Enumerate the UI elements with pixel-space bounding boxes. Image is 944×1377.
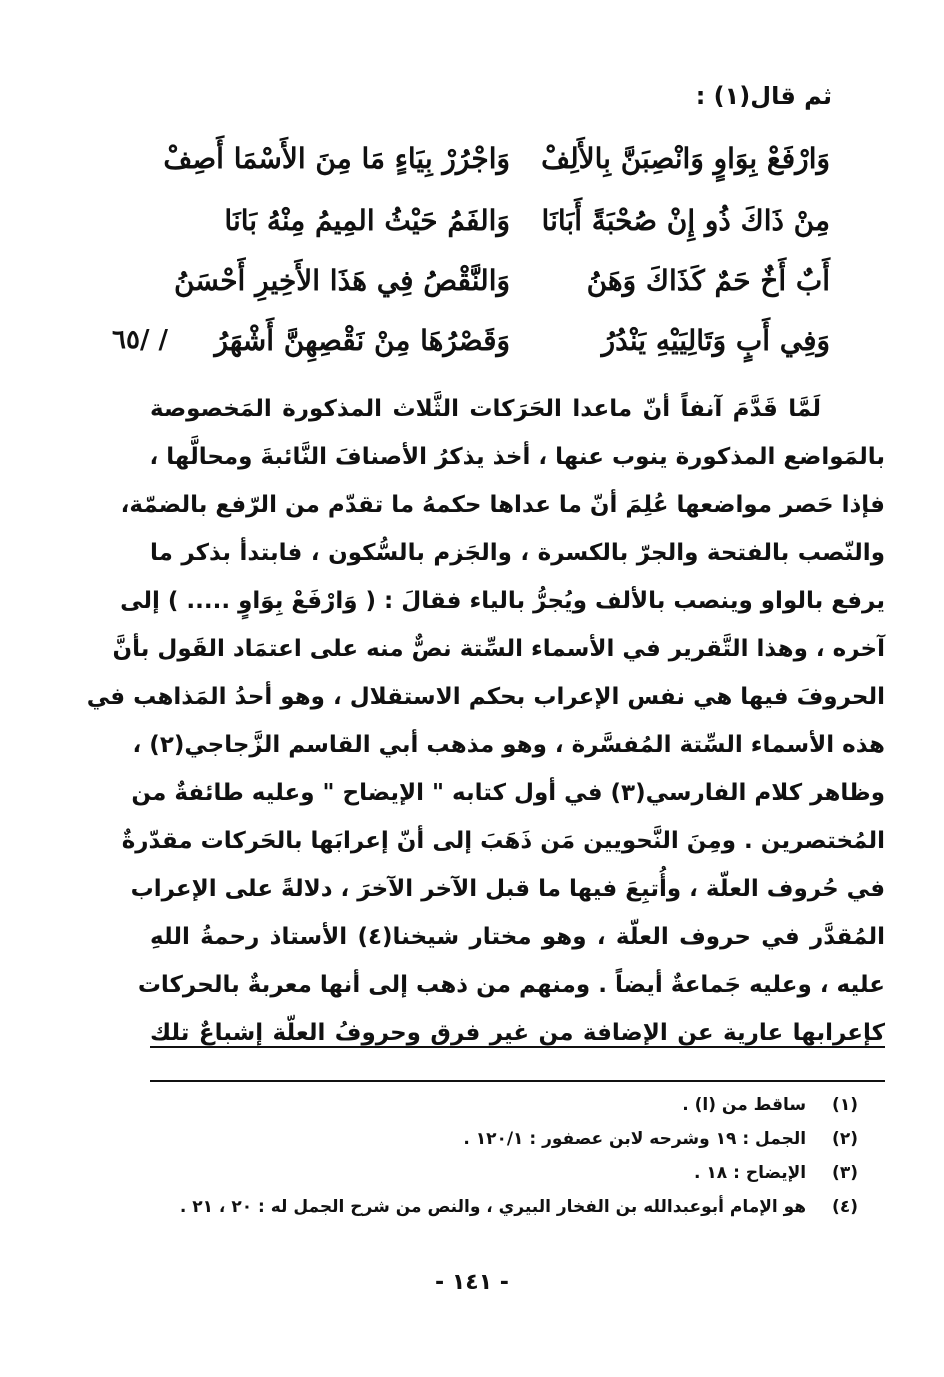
verse-first-hemistich: وَارْفَعْ بِوَاوٍ وَانْصِبَنَّ بِالأَلِفْ xyxy=(541,142,830,175)
footnote xyxy=(138,1088,858,1122)
manuscript-page-marker: ٦٥/ / xyxy=(112,325,168,355)
verse-second-hemistich: وَالفَمُ حَيْثُ المِيمُ مِنْهُ بَانَا xyxy=(224,204,510,237)
footnote xyxy=(138,1156,858,1190)
footnote-separator xyxy=(150,1080,885,1082)
footnote-text: هو الإمام أبوعبدالله بن الفخار البيري ، والنص من شرح الجمل له : ٢٠ ، ٢١ . xyxy=(179,1197,807,1217)
text-line: والنّصب بالفتحة والجرّ بالكسرة ، والجَزم بالسُّكون ، فابتدأ بذكر ما xyxy=(150,540,885,566)
verse-first-hemistich: وَفِي أَبٍ وَتَالِيَيْهِ يَنْدُرُ xyxy=(601,324,830,357)
footnote xyxy=(138,1190,858,1224)
footnote-number: (٣) xyxy=(832,1163,858,1183)
footnote-number: (٤) xyxy=(832,1197,858,1217)
verse-second-hemistich: وَالنَّقْصُ فِي هَذَا الأَخِيرِ أَحْسَنُ xyxy=(173,264,510,297)
text-line: كإعرابها عارية عن الإضافة من غير فرق وحروفُ العلّة إشباعٌ تلك xyxy=(150,1020,885,1046)
verse-line xyxy=(150,142,830,192)
verse-second-hemistich: وَاجْرُرْ بِيَاءٍ مَا مِنَ الأَسْمَا أَصِفْ xyxy=(163,142,510,175)
text-line: المُقدَّر في حروف العلّة ، وهو مختار شيخنا(٤) الأستاذ رحمةُ اللهِ xyxy=(150,924,885,950)
footnote-number: (٢) xyxy=(832,1129,858,1149)
verse-first-hemistich: مِنْ ذَاكَ ذُو إِنْ صُحْبَةً أَبَانَا xyxy=(541,204,830,237)
text-line: المُختصرين . ومِنَ النَّحويين مَن ذَهَبَ إلى أنّ إعرابَها بالحَركات مقدّرةٌ xyxy=(121,828,885,854)
text-line: يرفع بالواو وينصب بالألف ويُجرُّ بالياء فقالَ : ( وَارْفَعْ بِوَاوٍ ..... ) إلى xyxy=(120,588,885,614)
text-line: فإذا حَصر مواضعها عُلِمَ أنّ ما عداها حكمهُ ما تقدّم من الرّفع بالضمّة، xyxy=(120,492,885,518)
verse-line xyxy=(150,204,830,254)
verse-intro: ثم قال(١) : xyxy=(695,82,832,110)
verse-line xyxy=(150,324,830,374)
text-line: الحروفَ فيها هي نفس الإعراب بحكم الاستقلال ، وهو أحدُ المَذاهب في xyxy=(86,684,885,710)
text-line: هذه الأسماء السِّتة المُفسَّرة ، وهو مذهب أبي القاسم الزَّجاجي(٢) ، xyxy=(132,732,885,758)
text-line: لَمَّا قَدَّمَ آنفاً أنّ ماعدا الحَرَكات الثَّلاث المذكورة المَخصوصة xyxy=(150,396,821,422)
text-line: بالمَواضع المذكورة ينوب عنها ، أخذ يذكرُ الأصنافَ النَّائبةَ ومحالَّها ، xyxy=(149,444,885,470)
verse-first-hemistich: أَبٌ أَخٌ حَمٌ كَذَاكَ وَهَنُ xyxy=(586,264,830,297)
footnotes xyxy=(138,1088,858,1224)
footnote-text: ساقط من (ا) . xyxy=(682,1095,807,1115)
verse-line xyxy=(150,264,830,314)
verse-second-hemistich: وَقَصْرُهَا مِنْ نَقْصِهِنَّ أَشْهَرُ xyxy=(214,324,510,357)
text-line: آخره ، وهذا التَّقرير في الأسماء السِّتة نصٌّ منه على اعتمَاد القَول بأنَّ xyxy=(112,636,885,662)
footnote-number: (١) xyxy=(832,1095,858,1115)
footnote-text: الإيضاح : ١٨ . xyxy=(694,1163,807,1183)
page-number: - ١٤١ - xyxy=(435,1270,509,1295)
text-line: وظاهر كلام الفارسي(٣) في أول كتابه " الإيضاح " وعليه طائفةٌ من xyxy=(131,780,885,806)
commentary-text xyxy=(86,385,885,1057)
footnote xyxy=(138,1122,858,1156)
footnote-text: الجمل : ١٩ وشرحه لابن عصفور : ١٢٠/١ . xyxy=(463,1129,807,1149)
text-line: في حُروف العلّة ، وأُتبِعَ فيها ما قبل الآخر الآخرَ ، دلالةً على الإعراب xyxy=(130,876,885,902)
text-line: عليه ، وعليه جَماعةٌ أيضاً . ومنهم من ذهب إلى أنها معربةٌ بالحركات xyxy=(137,972,885,998)
